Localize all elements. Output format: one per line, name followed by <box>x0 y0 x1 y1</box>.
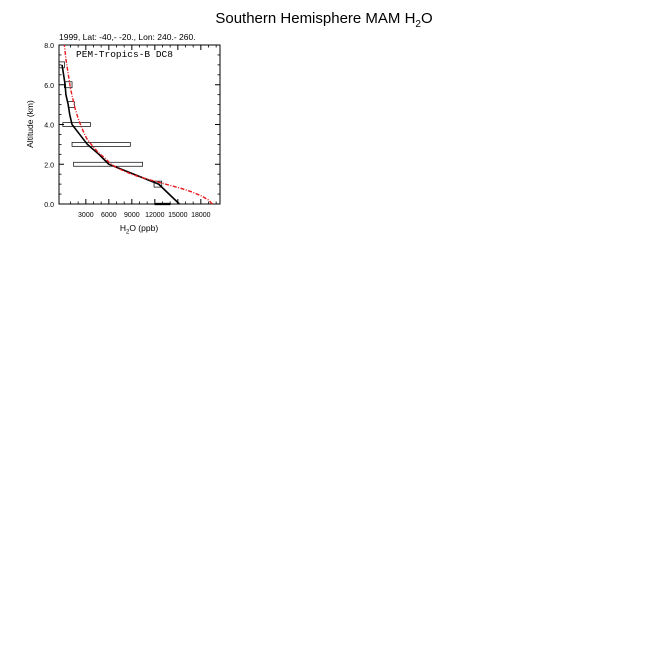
y-tick-label: 2.0 <box>44 162 54 170</box>
y-tick-label: 0.0 <box>44 202 54 209</box>
x-axis-label-main: H <box>119 223 126 233</box>
chart-title-main: Southern Hemisphere MAM H <box>215 10 416 27</box>
y-tick-label: 4.0 <box>44 122 54 130</box>
series-lines <box>62 45 212 204</box>
x-tick-label: 6000 <box>101 212 117 219</box>
x-axis-label-subscript: 2 <box>125 229 130 236</box>
data-boxes <box>59 62 170 205</box>
x-tick-label: 12000 <box>145 212 165 219</box>
x-axis-label <box>120 223 158 236</box>
x-tick-label: 3000 <box>78 212 94 219</box>
data-box <box>72 142 130 146</box>
chart-title-subscript: 2 <box>415 19 421 30</box>
y-tick-label: 8.0 <box>44 43 54 50</box>
x-axis-label-tail: O (ppb) <box>129 223 159 233</box>
y-axis-label: Altitude (km) <box>25 100 35 148</box>
x-tick-label: 9000 <box>124 212 140 219</box>
chart-title <box>215 10 432 30</box>
x-tick-label: 15000 <box>168 212 188 219</box>
y-tick-label: 6.0 <box>44 82 54 90</box>
plot-annotation: PEM-Tropics-B DC8 <box>76 49 173 60</box>
data-box <box>63 123 91 127</box>
plot-frame <box>59 45 220 204</box>
chart-subtitle: 1999, Lat: -40,- -20., Lon: 240.- 260. <box>59 32 196 42</box>
x-tick-label: 18000 <box>191 212 211 219</box>
series-line-dashed <box>64 45 212 204</box>
chart-title-tail: O <box>420 10 433 27</box>
